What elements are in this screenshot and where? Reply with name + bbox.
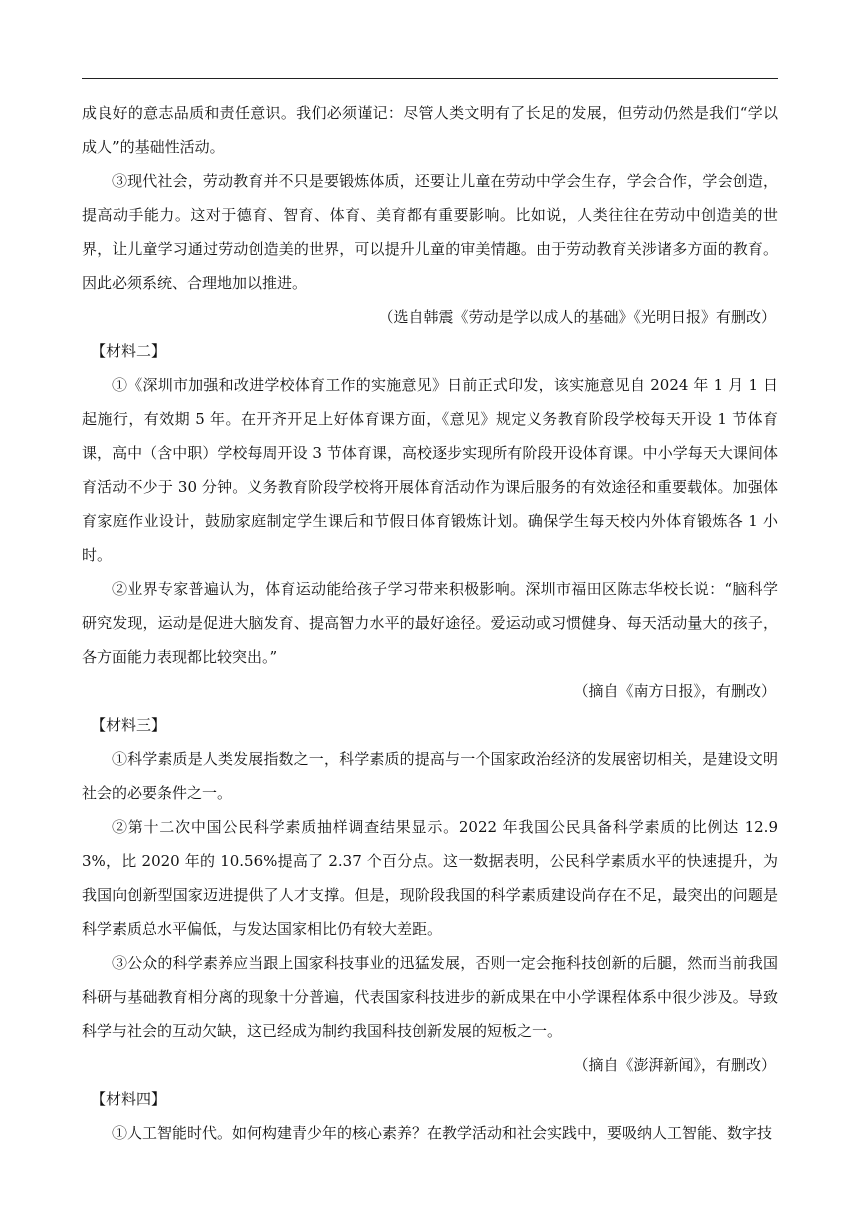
material-2-heading: 【材料二】 (91, 342, 167, 360)
material-4-paragraph-1: ①人工智能时代。如何构建青少年的核心素养？在教学活动和社会实践中，要吸纳人工智能、数字技 (112, 1124, 773, 1142)
material-2-source: （摘自《南方日报》，有删改） (573, 682, 776, 700)
material-1-paragraph-continued: 成良好的意志品质和责任意识。我们必须谨记：尽管人类文明有了长足的发展，但劳动仍然是我们“学以成人”的基础性活动。 (82, 104, 778, 156)
material-3-paragraph-2: ②第十二次中国公民科学素质抽样调查结果显示。2022 年我国公民具备科学素质的比例达 12.93%，比 2020 年的 10.56%提高了 2.37 个百分点。这一数据表明，公民科学素质水平的快速提升，为我国向创新型国家迈进提供了人才支撑。但是，现阶段我国的科学素质建设尚存在不足，最突出的问题是科学素质总水平偏低，与发达国家相比仍有较大差距。 (82, 818, 778, 938)
header-rule (82, 78, 778, 79)
document-body (82, 96, 778, 1150)
material-1-source: （选自韩震《劳动是学以成人的基础》《光明日报》有删改） (378, 308, 776, 326)
material-3-heading: 【材料三】 (91, 716, 167, 734)
material-3-source: （摘自《澎湃新闻》，有删改） (573, 1056, 776, 1074)
material-3-paragraph-1: ①科学素质是人类发展指数之一，科学素质的提高与一个国家政治经济的发展密切相关，是建设文明社会的必要条件之一。 (82, 750, 778, 802)
material-1-paragraph-3: ③现代社会，劳动教育并不只是要锻炼体质，还要让儿童在劳动中学会生存，学会合作，学会创造，提高动手能力。这对于德育、智育、体育、美育都有重要影响。比如说，人类往往在劳动中创造美的世界，让儿童学习通过劳动创造美的世界，可以提升儿童的审美情趣。由于劳动教育关涉诸多方面的教育。因此必须系统、合理地加以推进。 (82, 172, 778, 292)
material-2-paragraph-1: ①《深圳市加强和改进学校体育工作的实施意见》日前正式印发，该实施意见自 2024 年 1 月 1 日起施行，有效期 5 年。在开齐开足上好体育课方面，《意见》规定义务教育阶段学校每天开设 1 节体育课，高中（含中职）学校每周开设 3 节体育课，高校逐步实现所有阶段开设体育课。中小学每天大课间体育活动不少于 30 分钟。义务教育阶段学校将开展体育活动作为课后服务的有效途径和重要载体。加强体育家庭作业设计，鼓励家庭制定学生课后和节假日体育锻炼计划。确保学生每天校内外体育锻炼各 1 小时。 (82, 376, 778, 564)
material-4-heading: 【材料四】 (91, 1090, 167, 1108)
material-2-paragraph-2: ②业界专家普遍认为，体育运动能给孩子学习带来积极影响。深圳市福田区陈志华校长说：“脑科学研究发现，运动是促进大脑发育、提高智力水平的最好途径。爱运动或习惯健身、每天活动量大的孩子，各方面能力表现都比较突出。” (82, 580, 778, 666)
material-3-paragraph-3: ③公众的科学素养应当跟上国家科技事业的迅猛发展，否则一定会拖科技创新的后腿，然而当前我国科研与基础教育相分离的现象十分普遍，代表国家科技进步的新成果在中小学课程体系中很少涉及。导致科学与社会的互动欠缺，这已经成为制约我国科技创新发展的短板之一。 (82, 954, 778, 1040)
